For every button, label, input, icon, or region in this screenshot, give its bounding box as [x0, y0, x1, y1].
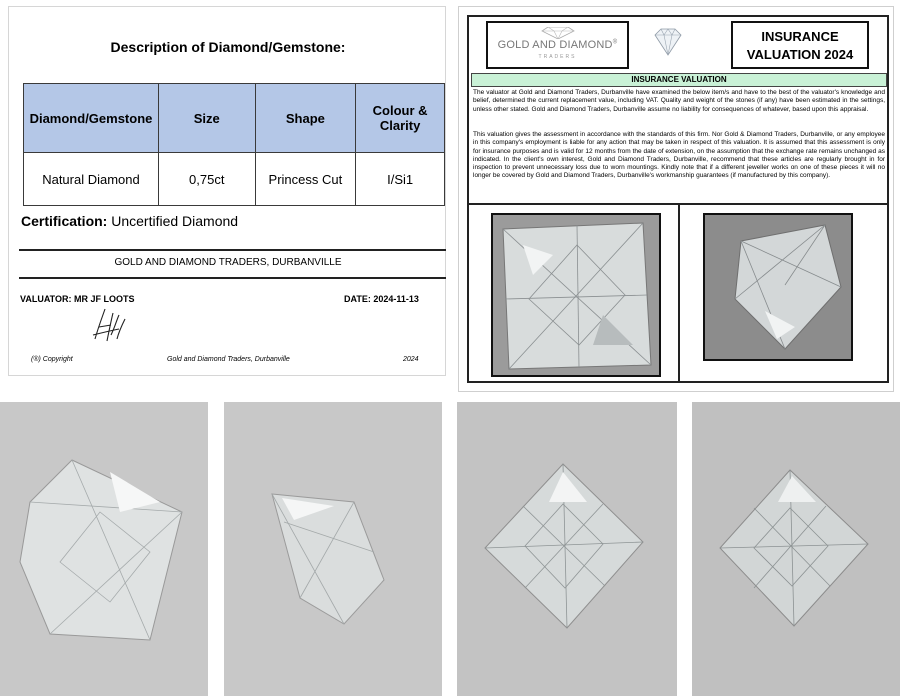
- table-header-row: [24, 84, 445, 153]
- header-size: Size: [158, 84, 255, 153]
- valuation-title-line1: INSURANCE: [761, 29, 839, 44]
- header-shape: Shape: [255, 84, 356, 153]
- diamond-image: [457, 402, 677, 696]
- valuation-title-box: [731, 21, 869, 69]
- diamond-image: [0, 402, 208, 696]
- table-row: [24, 153, 445, 206]
- cell-colour-clarity: I/Si1: [356, 153, 445, 206]
- photo-divider: [678, 203, 680, 383]
- diamond-image: [692, 402, 900, 696]
- company-name: GOLD AND DIAMOND TRADERS, DURBANVILLE: [114, 257, 342, 268]
- cell-gemstone: Natural Diamond: [24, 153, 159, 206]
- diamond-photo-angle-3: [457, 402, 677, 696]
- diamond-image: [224, 402, 442, 696]
- description-title: Description of Diamond/Gemstone:: [110, 39, 346, 55]
- header-colour-clarity: Colour & Clarity: [356, 84, 445, 153]
- diamond-photo-angle-1: [0, 402, 208, 696]
- cell-shape: Princess Cut: [255, 153, 356, 206]
- divider-bottom: [19, 277, 446, 279]
- logo-text: GOLD AND DIAMOND: [497, 39, 613, 51]
- diamond-logo-icon: [538, 27, 578, 39]
- logo-subtext: TRADERS: [538, 54, 577, 60]
- diamond-icon: [649, 25, 687, 59]
- section-header: INSURANCE VALUATION: [471, 73, 887, 87]
- insurance-paragraph-1: The valuator at Gold and Diamond Traders, Durbanville have examined the below item/s and have to the best of the valuator's knowledge and belief, determined the current replacement value, including VAT. Quality and weight of the stones (if any) have been estimated in the settings, unless other stated. Gold and Diamond Traders, Durbanville assume no liability for consequences of whatever, based upon this appraisal.: [473, 89, 885, 113]
- insurance-card: [458, 6, 894, 392]
- signature-icon: [89, 305, 131, 345]
- footer-year: 2024: [403, 356, 419, 363]
- cell-size: 0,75ct: [158, 153, 255, 206]
- certification-line: [21, 213, 238, 229]
- insurance-paragraph-2: This valuation gives the assessment in accordance with the standards of this firm. Nor Gold & Diamond Traders, Durbanville, or any employee in this company's employment is liable for any action that may be taken in respect of this valuation. It is assumed that this assessment is only for insurance purposes and is valid for 12 months from the date of extension, on the assumption that the exchange rate remains unchanged as indicated. In the client's own interest, Gold and Diamond Traders, Durbanville, recommend that these articles are regularly brought in for inspection to prevent unnecessary loss due to worn mountings. Kindly note that if a different jeweller works on one of these pieces it will no longer be covered by Gold and Diamond Traders, Durbanville's workmanship guarantees (if manufactured by this company).: [473, 131, 885, 180]
- certification-label: Certification:: [21, 213, 108, 229]
- diamond-photo-angle-2: [224, 402, 442, 696]
- valuation-title-line2: VALUATION 2024: [746, 47, 854, 62]
- diamond-image: [493, 215, 659, 375]
- diamond-photo-top-view: [491, 213, 661, 377]
- diamond-image: [705, 215, 851, 359]
- logo-registered: ®: [612, 39, 618, 46]
- description-card: [8, 6, 446, 376]
- diamond-photo-side-view: [703, 213, 853, 361]
- valuation-date: DATE: 2024-11-13: [344, 294, 419, 304]
- company-logo: [486, 21, 629, 69]
- divider-top: [19, 249, 446, 251]
- footer-copyright: (®) Copyright: [31, 356, 73, 363]
- certification-value: Uncertified Diamond: [111, 213, 239, 229]
- header-gemstone: Diamond/Gemstone: [24, 84, 159, 153]
- description-table: [23, 83, 445, 206]
- valuator-name: VALUATOR: MR JF LOOTS: [20, 294, 135, 304]
- diamond-photo-angle-4: [692, 402, 900, 696]
- footer-company: Gold and Diamond Traders, Durbanville: [167, 356, 290, 363]
